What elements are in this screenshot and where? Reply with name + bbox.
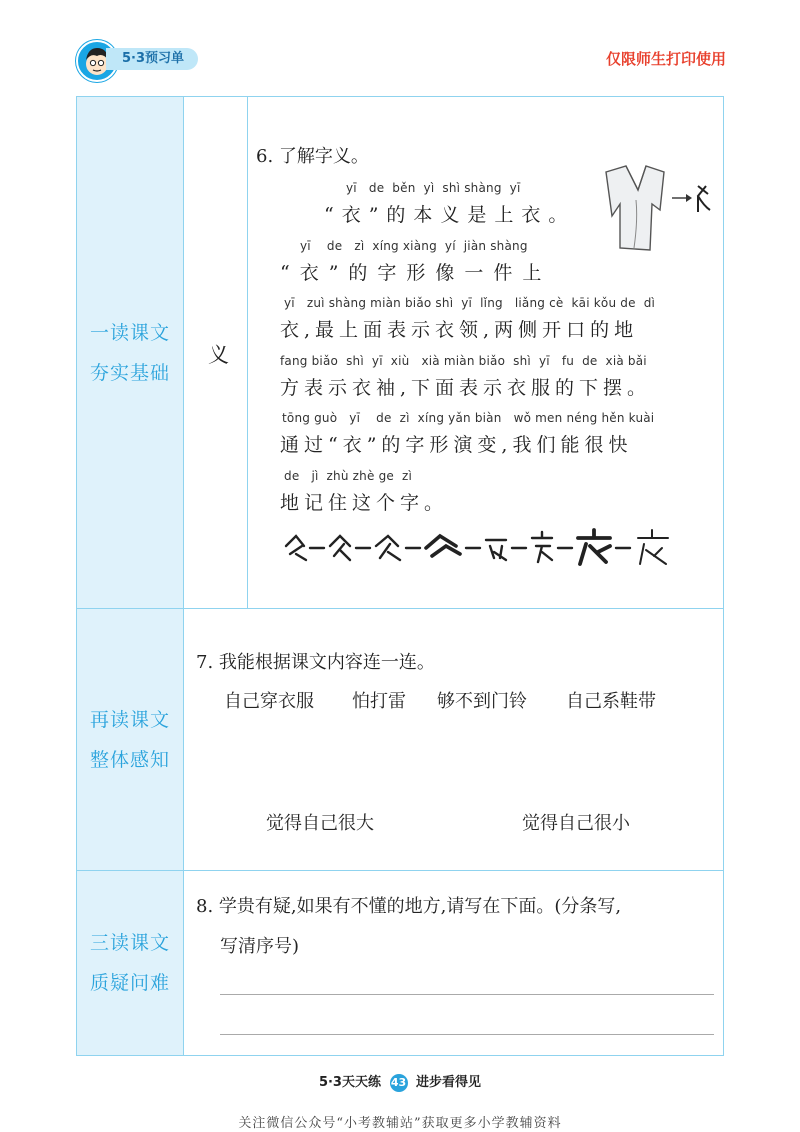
hanzi-line: 通过“衣”的字形演变,我们能很快 (280, 434, 633, 456)
section-label-line2: 整体感知 (89, 748, 170, 771)
match-option-top[interactable]: 自己穿衣服 (224, 691, 314, 712)
section-label-line2: 质疑问难 (89, 972, 170, 994)
match-option-bottom[interactable]: 觉得自己很小 (522, 813, 630, 834)
page-footer (0, 1071, 800, 1092)
character-evolution-illustration (280, 524, 700, 570)
hanzi-line: “衣”的字形像一件上 (280, 262, 552, 284)
page-number: 43 (390, 1074, 408, 1092)
print-note: 仅限师生打印使用 (605, 50, 726, 68)
hanzi-line: 地记住这个字。 (280, 492, 449, 514)
answer-line[interactable] (220, 994, 714, 995)
section-label (77, 97, 184, 608)
section-label-line1: 一读课文 (89, 321, 170, 344)
q8-title-line2: 写清序号) (220, 936, 300, 957)
target-character-cell (184, 97, 248, 608)
q7-title: 7. 我能根据课文内容连一连。 (196, 652, 435, 673)
q6-title: 6. 了解字义。 (256, 146, 369, 167)
page-header (76, 40, 726, 80)
pinyin-line: yī zuì shàng miàn biǎo shì yī lǐng liǎng cè kāi kǒu de dì (284, 296, 656, 310)
target-character: 义 (208, 343, 229, 367)
section-label-line2: 夯实基础 (89, 361, 170, 384)
section-label-line1: 再读课文 (89, 708, 170, 731)
footer-right: 进步看得见 (416, 1075, 482, 1090)
section-label (77, 609, 184, 870)
pinyin-line: yī de zì xíng xiàng yí jiàn shàng (300, 239, 528, 253)
pinyin-line: de jì zhù zhè ge zì (284, 469, 413, 483)
hanzi-line: 方表示衣袖,下面表示衣服的下摆。 (280, 377, 652, 399)
section-label (77, 871, 184, 1055)
match-option-bottom[interactable]: 觉得自己很大 (266, 813, 374, 834)
series-label: 5·3预习单 (106, 48, 198, 70)
garment-illustration (586, 160, 716, 260)
promo-text: 关注微信公众号“小考教辅站”获取更多小学教辅资料 (238, 1116, 562, 1131)
pinyin-line: yī de běn yì shì shàng yī (346, 181, 521, 195)
footer-left: 5·3天天练 (318, 1075, 381, 1090)
hanzi-line: “衣”的本义是上衣。 (324, 204, 576, 226)
section-label-line1: 三读课文 (89, 932, 170, 954)
hanzi-line: 衣,最上面表示衣领,两侧开口的地 (280, 319, 639, 341)
pinyin-line: fang biǎo shì yī xiù xià miàn biǎo shì yī fu de xià bǎi (280, 354, 647, 368)
q8-title-line1: 8. 学贵有疑,如果有不懂的地方,请写在下面。(分条写, (196, 896, 622, 917)
answer-line[interactable] (220, 1034, 714, 1035)
pinyin-line: tōng guò yī de zì xíng yǎn biàn wǒ men néng hěn kuài (282, 411, 655, 425)
match-option-top[interactable]: 怕打雷 (352, 691, 406, 712)
match-option-top[interactable]: 自己系鞋带 (566, 691, 656, 712)
match-option-top[interactable]: 够不到门铃 (437, 691, 527, 712)
